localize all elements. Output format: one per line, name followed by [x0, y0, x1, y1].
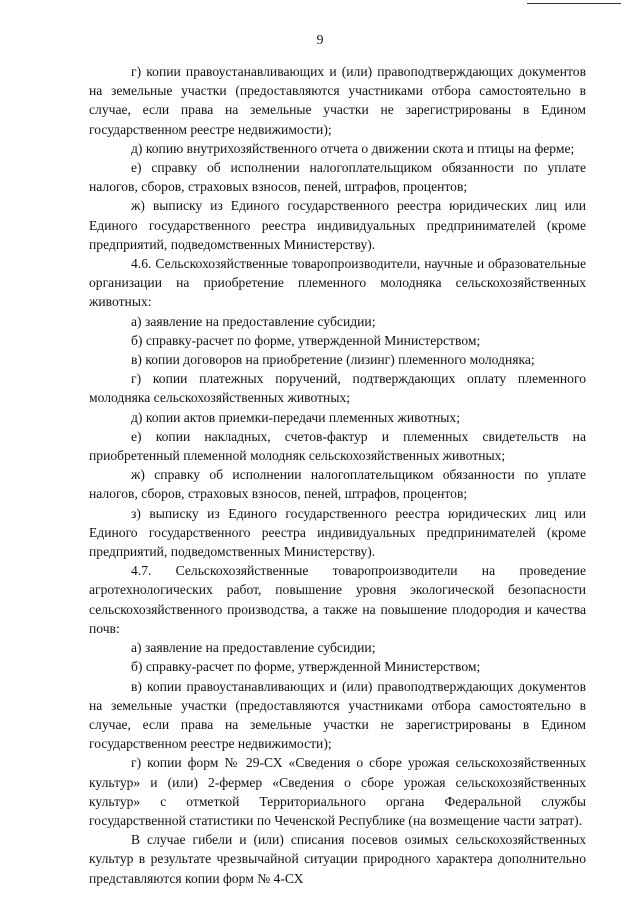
page-number: 9 [316, 33, 324, 48]
top-rule [527, 3, 621, 4]
paragraph: В случае гибели и (или) списания посевов озимых сельскохозяйственных культур в результате чрезвычайной ситуации природного характера дополнительно представляются копии форм № 4-СХ [89, 832, 586, 886]
paragraph: ж) выписку из Единого государственного реестра юридических лиц или Единого государственного реестра индивидуальных предпринимателей (кроме предприятий, подведомственных Министерству). [89, 198, 586, 252]
paragraph: г) копии форм № 29-СХ «Сведения о сборе урожая сельскохозяйственных культур» и (или) 2-фермер «Сведения о сборе урожая сельскохозяйственных культур» с отметкой Территориального органа Федеральной службы государственной статистики по Чеченской Республике (на возмещение части затрат). [89, 755, 586, 828]
section-heading-4-6: 4.6. Сельскохозяйственные товаропроизводители, научные и образовательные организации на приобретение племенного молодняка сельскохозяйственных животных: [89, 256, 586, 310]
paragraph: б) справку-расчет по форме, утвержденной Министерством; [131, 659, 481, 675]
paragraph: е) справку об исполнении налогоплательщиком обязанности по уплате налогов, сборов, страховых взносов, пеней, штрафов, процентов; [89, 160, 586, 195]
section-heading-4-7: 4.7. Сельскохозяйственные товаропроизводители на проведение агротехнологических работ, повышение уровня экологической безопасности сельскохозяйственного производства, а также на повышение плодородия и качества почв: [89, 563, 586, 636]
paragraph: з) выписку из Единого государственного реестра юридических лиц или Единого государственного реестра индивидуальных предпринимателей (кроме предприятий, подведомственных Министерству). [89, 505, 586, 560]
paragraph: б) справку-расчет по форме, утвержденной Министерством; [131, 332, 481, 348]
paragraph: д) копии актов приемки-передачи племенных животных; [131, 409, 461, 425]
paragraph: ж) справку об исполнении налогоплательщиком обязанности по уплате налогов, сборов, страховых взносов, пеней, штрафов, процентов; [89, 467, 586, 502]
paragraph: в) копии правоустанавливающих и (или) правоподтверждающих документов на земельные участки (предоставляются участниками отбора самостоятельно в случае, если права на земельные участки не зарегистрированы в Едином государственном реестре недвижимости); [89, 678, 586, 752]
paragraph: д) копию внутрихозяйственного отчета о движении скота и птицы на ферме; [131, 140, 575, 156]
paragraph: г) копии правоустанавливающих и (или) правоподтверждающих документов на земельные участки (предоставляются участниками отбора самостоятельно в случае, если права на земельные участки не зарегистрированы в Едином государственном реестре недвижимости); [89, 64, 586, 137]
paragraph: е) копии накладных, счетов-фактур и племенных свидетельств на приобретенный племенной молодняк сельскохозяйственных животных; [89, 428, 586, 464]
paragraph: г) копии платежных поручений, подтверждающих оплату племенного молодняка сельскохозяйственных животных; [89, 371, 586, 406]
document-body [89, 62, 586, 888]
paragraph: в) копии договоров на приобретение (лизинг) племенного молодняка; [131, 352, 535, 368]
paragraph: а) заявление на предоставление субсидии; [131, 313, 376, 329]
paragraph: а) заявление на предоставление субсидии; [131, 640, 376, 656]
